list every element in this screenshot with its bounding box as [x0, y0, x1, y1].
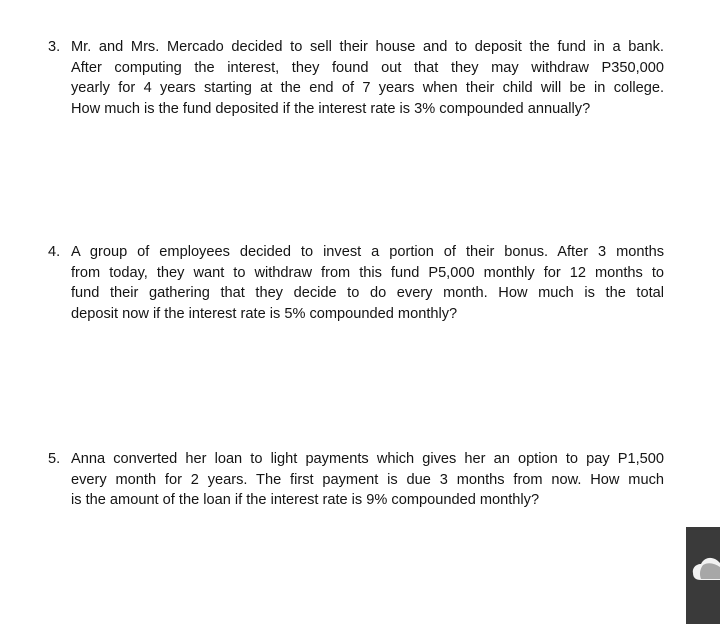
- problem-line: fund their gathering that they decide to do every month. How much is the total: [71, 285, 664, 301]
- problem-line: After computing the interest, they found out that they may withdraw P350,000: [71, 59, 664, 76]
- problem-line: How much is the fund deposited if the interest rate is 3% compounded annually?: [71, 100, 591, 117]
- problem-line: Anna converted her loan to light payments which gives her an option to pay P1,500: [71, 451, 664, 467]
- problem-line: A group of employees decided to invest a portion of their bonus. After 3 months: [71, 244, 664, 260]
- problem-line: every month for 2 years. The first payment is due 3 months from now. How much: [71, 471, 664, 488]
- problem-text: [71, 37, 664, 119]
- problem-text: [71, 449, 664, 511]
- cloud-widget-button[interactable]: [686, 527, 720, 624]
- cloud-icon: [686, 527, 720, 624]
- problem-line: Mr. and Mrs. Mercado decided to sell their house and to deposit the fund in a bank.: [71, 39, 664, 55]
- problem-4: [48, 242, 664, 324]
- problem-number: 4.: [48, 244, 61, 260]
- problem-5: [48, 449, 664, 511]
- problem-number: 3.: [48, 39, 61, 55]
- problem-line: from today, they want to withdraw from this fund P5,000 monthly for 12 months to: [71, 264, 664, 281]
- problem-number: 5.: [48, 451, 61, 467]
- problem-3: [48, 37, 664, 119]
- problem-line: deposit now if the interest rate is 5% compounded monthly?: [71, 305, 458, 322]
- problem-line: is the amount of the loan if the interest rate is 9% compounded monthly?: [71, 492, 540, 508]
- problem-text: [71, 242, 664, 324]
- problem-line: yearly for 4 years starting at the end of 7 years when their child will be in college.: [71, 80, 664, 96]
